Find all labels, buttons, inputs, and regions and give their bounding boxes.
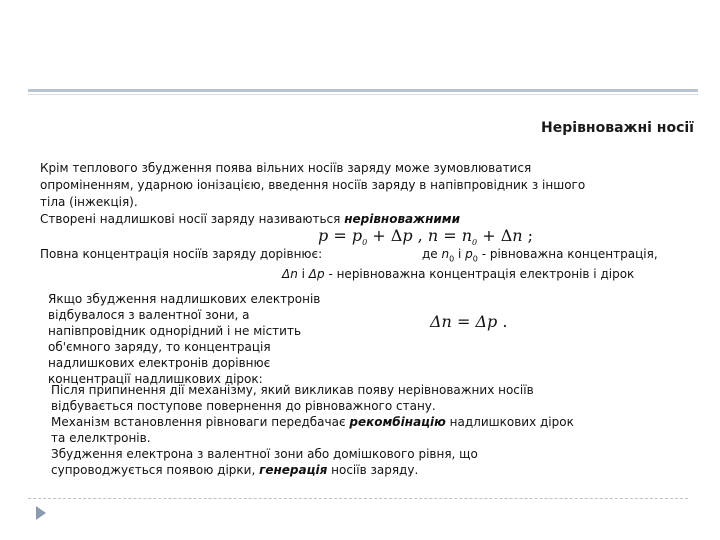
para2-line5: Збудження електрона з валентної зони або домішкового рівня, що (51, 447, 478, 461)
condition-box (48, 291, 320, 387)
box-line2: відбувалося з валентної зони, а (48, 308, 250, 322)
where-sub0a: 0 (449, 254, 455, 264)
play-triangle-icon (36, 506, 46, 520)
para1-line2: опроміненням, ударною іонізацією, введення носіїв заряду в напівпровідник з іншого (40, 178, 586, 192)
f2-end: . (497, 312, 508, 331)
line6-and: і (297, 267, 309, 281)
para1-line4-text: Створені надлишкові носії заряду називаються (40, 212, 345, 226)
term-generation: генерація (259, 463, 328, 477)
para2-line3-post: надлишкових дірок (445, 415, 574, 429)
top-divider-thin (28, 94, 698, 95)
box-line3: напівпровідник однорідний і не містить (48, 324, 302, 338)
para1-line1: Крім теплового збудження поява вільних носіїв заряду може зумовлюватися (40, 161, 532, 175)
f1-n: n (427, 226, 439, 245)
where-rest: - рівноважна концентрація, (477, 247, 658, 261)
where-sub0b: 0 (472, 254, 478, 264)
f1-n0: n (461, 226, 473, 245)
formula-equal-excess (430, 312, 507, 331)
para2-line1: Після припинення дії механізму, який викликав появу нерівноважних носіїв (51, 383, 534, 397)
f1-p0: p (351, 226, 363, 245)
para2-line4: та елелктронів. (51, 431, 151, 445)
formula-concentration (318, 226, 533, 247)
f1-end: ; (522, 226, 534, 245)
para2-line3 (51, 414, 574, 430)
line6-rest: - нерівноважна концентрація електронів і дірок (324, 267, 635, 281)
term-nonequilibrium: нерівноважними (344, 212, 460, 226)
line6-dp: Δp (308, 267, 325, 281)
f1-plus: + Δ (367, 226, 403, 245)
para1-line5: Повна концентрація носіїв заряду дорівнює: (40, 247, 323, 261)
box-line6: концентрації надлишкових дірок: (48, 372, 263, 386)
f1-dp: p (402, 226, 413, 245)
para1-line3: тіла (інжекція). (40, 195, 138, 209)
where-and: і (454, 247, 466, 261)
f1-p: p (318, 226, 329, 245)
f1-eq2: = (438, 226, 462, 245)
where-de: де (422, 247, 442, 261)
para2-line6 (51, 462, 574, 478)
f1-sub0: 0 (362, 238, 368, 248)
para2-line3-pre: Механізм встановлення рівноваги передбачає (51, 415, 350, 429)
term-recombination: рекомбінацію (349, 415, 446, 429)
line6-dn: Δn (282, 267, 298, 281)
top-divider (28, 89, 698, 92)
para2 (51, 382, 574, 478)
f1-sub0b: 0 (472, 238, 478, 248)
para2-line6-post: носіїв заряду. (327, 463, 419, 477)
box-line1: Якщо збудження надлишкових електронів (48, 292, 321, 306)
box-line4: об'ємного заряду, то концентрація (48, 340, 271, 354)
box-line5: надлишкових електронів дорівнює (48, 356, 271, 370)
where-n0: n (441, 247, 450, 261)
bottom-divider (28, 498, 688, 499)
para1-line6 (282, 266, 634, 282)
para1-line4 (40, 211, 460, 227)
f1-eq: = (328, 226, 352, 245)
f1-plus2: + Δ (477, 226, 513, 245)
where-p0: p (465, 247, 473, 261)
f2-dp: Δp (475, 312, 498, 331)
para2-line2: відбувається поступове повернення до рівноважного стану. (51, 399, 436, 413)
slide-title: Нерівноважні носії (541, 120, 694, 136)
f1-dn: n (512, 226, 523, 245)
f2-eq: = (451, 312, 476, 331)
para1-where (422, 246, 658, 267)
f1-sep: , (412, 226, 428, 245)
f2-dn: Δn (430, 312, 452, 331)
para2-line6-pre: супроводжується появою дірки, (51, 463, 260, 477)
